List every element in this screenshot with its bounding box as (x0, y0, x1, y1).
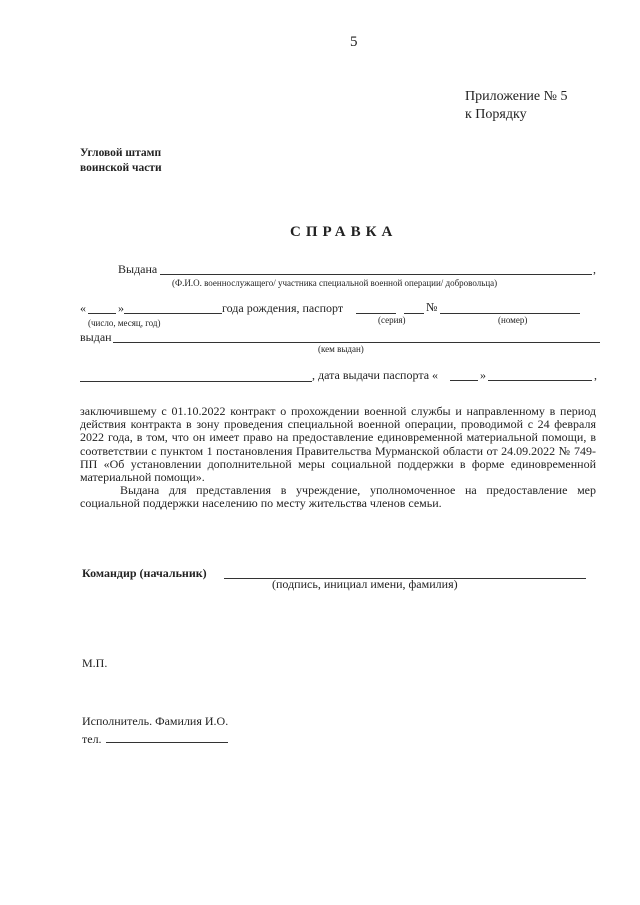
seal-label: М.П. (82, 656, 108, 670)
birth-day-field[interactable] (88, 313, 116, 314)
fio-caption: (Ф.И.О. военнослужащего/ участника специальной военной операции/ добровольца) (172, 278, 498, 288)
date-caption: (число, месяц, год) (88, 318, 161, 328)
date-close-quote: » (118, 301, 124, 315)
corner-stamp-line-1: Угловой штамп (80, 147, 162, 159)
executor-label: Исполнитель. Фамилия И.О. (82, 714, 229, 728)
fio-field-line[interactable] (160, 274, 592, 275)
issued-by-label: выдан (80, 330, 112, 344)
number-caption: (номер) (498, 315, 528, 325)
passport-issue-month-year-field[interactable] (488, 380, 592, 381)
signature-caption: (подпись, инициал имени, фамилия) (272, 577, 458, 591)
document-title: СПРАВКА (290, 224, 398, 240)
body-paragraph-2: Выдана для представления в учреждение, уполномоченное на предоставление мер социальной поддержки населению по месту жительства членов семьи. (80, 483, 596, 511)
body-text (80, 405, 596, 511)
series-caption: (серия) (378, 315, 406, 325)
executor-phone-field[interactable] (106, 742, 228, 743)
passport-number-field[interactable] (440, 313, 580, 314)
page-number: 5 (350, 34, 358, 50)
birth-year-label: года рождения, паспорт (222, 301, 344, 315)
appendix-reference (465, 88, 568, 124)
issued-label: Выдана (118, 262, 158, 276)
passport-date-close-quote: » (480, 368, 486, 382)
passport-series-field-2[interactable] (404, 313, 424, 314)
number-sign: № (426, 300, 438, 314)
commander-label: Командир (начальник) (82, 566, 207, 580)
corner-stamp-line-2: воинской части (80, 162, 162, 174)
passport-issue-day-field[interactable] (450, 380, 478, 381)
appendix-line-2: к Порядку (465, 107, 527, 122)
passport-series-field[interactable] (356, 313, 396, 314)
passport-date-label: , дата выдачи паспорта « (312, 368, 439, 382)
issued-by-caption: (кем выдан) (318, 344, 364, 354)
appendix-line-1: Приложение № 5 (465, 89, 568, 104)
issued-by-field[interactable] (113, 342, 600, 343)
body-paragraph-1: заключившему с 01.10.2022 контракт о прохождении военной службы и направленному в период действия контракта в зону проведения специальной военной операции, проводимой с 24 февраля 2022 года, в том, что он имеет право на предоставление единовременной материальной помощи, в соответствии с пунктом 1 постановления Правительства Мурманской области от 24.09.2022 № 749-ПП «Об установлении дополнительной меры социальной поддержки в форме единовременной материальной помощи». (80, 404, 596, 485)
executor-phone-label: тел. (82, 732, 102, 746)
issued-by-continuation-field[interactable] (80, 381, 312, 382)
date-open-quote: « (80, 301, 86, 315)
birth-month-year-field[interactable] (124, 313, 222, 314)
corner-stamp (80, 146, 162, 176)
